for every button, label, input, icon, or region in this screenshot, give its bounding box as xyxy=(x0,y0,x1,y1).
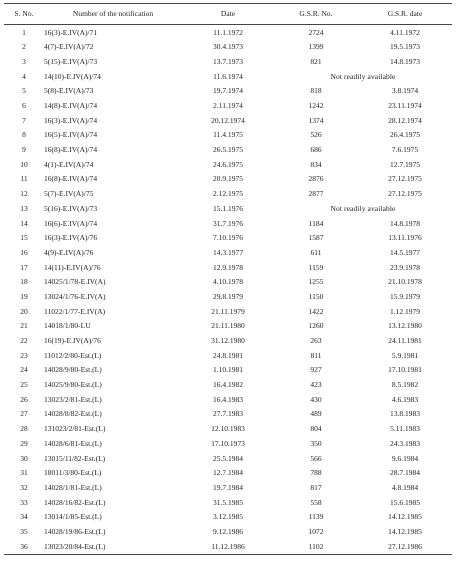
cell-notification: 5(7)-E.IV(A)/75 xyxy=(44,189,94,199)
cell-gsr-date: 4.11.1972 xyxy=(390,27,420,37)
cell-notification: 16(3)-E.IV(A)/74 xyxy=(44,115,98,125)
cell-date: 29.8.1979 xyxy=(213,291,243,301)
cell-date: 16.4.1983 xyxy=(213,394,243,404)
cell-sno: 29 xyxy=(20,438,28,448)
cell-gsr-no: 1159 xyxy=(308,262,324,272)
cell-date: 30.4.1973 xyxy=(213,42,243,52)
cell-gsr-no: 1072 xyxy=(308,526,324,536)
cell-notification: 131023/2/81-Est.(L) xyxy=(44,424,106,434)
cell-date: 14.3.1977 xyxy=(213,247,243,257)
cell-date: 31.7.1976 xyxy=(213,218,243,228)
cell-gsr-no: 927 xyxy=(310,365,322,375)
table-row xyxy=(4,216,452,231)
cell-notification: 18011/3/80-Est.(L) xyxy=(44,468,102,478)
table-row xyxy=(4,84,452,99)
cell-gsr-no: 558 xyxy=(310,497,322,507)
table-row xyxy=(4,289,452,304)
cell-gsr-no: 1242 xyxy=(308,101,324,111)
cell-gsr-no: 1139 xyxy=(308,512,324,522)
cell-gsr-date: 1.12.1979 xyxy=(390,306,420,316)
cell-date: 11.4.1975 xyxy=(213,130,243,140)
cell-sno: 17 xyxy=(20,262,28,272)
cell-date: 24.8.1981 xyxy=(213,350,243,360)
cell-notification: 14(8)-E.IV(A)/74 xyxy=(44,101,98,111)
cell-gsr-date: 5.9.1981 xyxy=(391,350,419,360)
cell-sno: 33 xyxy=(20,497,28,507)
cell-date: 20.12.1974 xyxy=(211,115,245,125)
table-row xyxy=(4,201,452,216)
cell-sno: 12 xyxy=(20,189,28,199)
table-row xyxy=(4,392,452,407)
cell-gsr-no: 1150 xyxy=(308,291,324,301)
cell-gsr-no: 1587 xyxy=(308,233,324,243)
cell-date: 31.5.1985 xyxy=(213,497,243,507)
table-row xyxy=(4,495,452,510)
table-row xyxy=(4,422,452,437)
cell-sno: 34 xyxy=(20,512,28,522)
notifications-table xyxy=(4,3,452,555)
cell-notification: 16(19)-E.IV(A)/76 xyxy=(44,336,101,346)
cell-notification: 14(11)-E.IV(A)/76 xyxy=(44,262,101,272)
cell-date: 19.7.1974 xyxy=(213,86,243,96)
cell-date: 1.10.1981 xyxy=(213,365,243,375)
cell-sno: 10 xyxy=(20,159,28,169)
cell-gsr-no: 489 xyxy=(310,409,322,419)
cell-date: 17.10.1973 xyxy=(211,438,245,448)
table-row xyxy=(4,480,452,495)
cell-sno: 31 xyxy=(20,468,28,478)
header-row xyxy=(4,4,452,25)
cell-notification: 11022/1/77-E.IV(A) xyxy=(44,306,106,316)
cell-notification: 13023/20/84-Est.(L) xyxy=(44,541,106,551)
cell-date: 12.10.1983 xyxy=(211,424,245,434)
table-row xyxy=(4,466,452,481)
cell-gsr-no: 788 xyxy=(310,468,322,478)
cell-sno: 7 xyxy=(22,115,26,125)
cell-gsr-no: 804 xyxy=(310,424,322,434)
cell-sno: 5 xyxy=(22,86,26,96)
table-row xyxy=(4,539,452,554)
cell-sno: 18 xyxy=(20,277,28,287)
cell-not-available: Not readily available xyxy=(330,71,396,81)
cell-date: 24.6.1975 xyxy=(213,159,243,169)
table-row xyxy=(4,113,452,128)
cell-notification: 16(8)-E.IV(A)/74 xyxy=(44,174,98,184)
table-body xyxy=(4,25,452,555)
cell-gsr-date: 21.10.1978 xyxy=(388,277,422,287)
cell-gsr-date: 27.12.1986 xyxy=(388,541,422,551)
header-gsr-date: G.S.R. date xyxy=(387,9,423,19)
cell-date: 21.11.1979 xyxy=(211,306,245,316)
table-row xyxy=(4,40,452,55)
cell-notification: 4(7)-E.IV(A)/72 xyxy=(44,42,94,52)
cell-sno: 15 xyxy=(20,233,28,243)
cell-gsr-date: 8.5.1982 xyxy=(391,380,419,390)
cell-date: 13.7.1973 xyxy=(213,56,243,66)
cell-gsr-no: 430 xyxy=(310,394,322,404)
cell-gsr-date: 19.5.1973 xyxy=(390,42,420,52)
cell-gsr-no: 821 xyxy=(310,56,322,66)
cell-gsr-date: 28.12.1974 xyxy=(388,115,422,125)
table-row xyxy=(4,407,452,422)
cell-gsr-date: 23.11.1974 xyxy=(388,101,422,111)
cell-gsr-date: 24.3.1983 xyxy=(390,438,420,448)
cell-date: 11.12.1986 xyxy=(211,541,245,551)
cell-gsr-date: 5.11.1983 xyxy=(390,424,420,434)
cell-gsr-no: 1260 xyxy=(308,321,324,331)
cell-sno: 27 xyxy=(20,409,28,419)
cell-gsr-date: 3.8.1974 xyxy=(391,86,419,96)
cell-gsr-date: 27.12.1975 xyxy=(388,174,422,184)
cell-gsr-date: 27.12.1975 xyxy=(388,189,422,199)
cell-notification: 16(8)-E.IV(A)/74 xyxy=(44,145,98,155)
cell-gsr-no: 811 xyxy=(310,350,322,360)
table-row xyxy=(4,260,452,275)
cell-gsr-date: 14.8.1973 xyxy=(390,56,420,66)
cell-sno: 22 xyxy=(20,336,28,346)
cell-date: 12.7.1984 xyxy=(213,468,243,478)
header-sno: S. No. xyxy=(14,9,34,19)
cell-notification: 14018/1/80-LU xyxy=(44,321,91,331)
cell-gsr-date: 14.5.1977 xyxy=(390,247,420,257)
cell-notification: 16(3)-E.IV(A)/71 xyxy=(44,27,98,37)
cell-notification: 14028/8/82-Est.(L) xyxy=(44,409,102,419)
cell-notification: 16(3)-E.IV(A)/76 xyxy=(44,233,98,243)
cell-sno: 25 xyxy=(20,380,28,390)
header-notification: Number of the notification xyxy=(72,9,154,19)
table-row xyxy=(4,98,452,113)
cell-gsr-no: 1374 xyxy=(308,115,324,125)
cell-date: 11.6.1974 xyxy=(213,71,243,81)
table-row xyxy=(4,319,452,334)
table-row xyxy=(4,451,452,466)
cell-sno: 6 xyxy=(22,101,26,111)
cell-sno: 2 xyxy=(22,42,26,52)
cell-date: 4.10.1978 xyxy=(213,277,243,287)
table-row xyxy=(4,54,452,69)
cell-date: 3.12.1985 xyxy=(213,512,243,522)
cell-notification: 13014/1/85-Est.(L) xyxy=(44,512,102,522)
cell-gsr-no: 423 xyxy=(310,380,322,390)
cell-gsr-no: 1422 xyxy=(308,306,324,316)
cell-notification: 13015/11/82-Est.(L) xyxy=(44,453,106,463)
cell-gsr-date: 17.10.1981 xyxy=(388,365,422,375)
cell-notification: 5(16)-E.IV(A)/73 xyxy=(44,203,98,213)
cell-sno: 9 xyxy=(22,145,26,155)
cell-date: 21.11.1980 xyxy=(211,321,245,331)
cell-notification: 16(5)-E.IV(A)/74 xyxy=(44,130,98,140)
cell-gsr-date: 13.8.1983 xyxy=(390,409,420,419)
cell-gsr-date: 24.11.1981 xyxy=(388,336,422,346)
cell-notification: 11012/2/80-Est.(L) xyxy=(44,350,102,360)
cell-sno: 20 xyxy=(20,306,28,316)
table-row xyxy=(4,333,452,348)
table-row xyxy=(4,524,452,539)
table-row xyxy=(4,304,452,319)
header-date: Date xyxy=(220,9,236,19)
cell-gsr-no: 611 xyxy=(310,247,322,257)
table-row xyxy=(4,187,452,202)
cell-notification: 14028/1/81-Est.(L) xyxy=(44,482,102,492)
cell-date: 25.5.1984 xyxy=(213,453,243,463)
cell-gsr-date: 26.4.1975 xyxy=(390,130,420,140)
cell-gsr-no: 566 xyxy=(310,453,322,463)
table-row xyxy=(4,378,452,393)
cell-gsr-no: 834 xyxy=(310,159,322,169)
table-row xyxy=(4,231,452,246)
cell-notification: 14028/19/86-Est.(L) xyxy=(44,526,106,536)
cell-notification: 14028/6/81-Est.(L) xyxy=(44,438,102,448)
cell-date: 27.7.1983 xyxy=(213,409,243,419)
cell-gsr-date: 15.6.1985 xyxy=(390,497,420,507)
cell-sno: 21 xyxy=(20,321,28,331)
cell-notification: 14(10)-E.IV(A)/74 xyxy=(44,71,101,81)
cell-gsr-no: 1399 xyxy=(308,42,324,52)
cell-sno: 36 xyxy=(20,541,28,551)
cell-gsr-no: 686 xyxy=(310,145,322,155)
cell-date: 9.12.1986 xyxy=(213,526,243,536)
cell-sno: 1 xyxy=(22,27,26,37)
cell-notification: 4(9)-E.IV(A)/76 xyxy=(44,247,94,257)
cell-gsr-date: 15.9.1979 xyxy=(390,291,420,301)
cell-sno: 14 xyxy=(20,218,28,228)
cell-not-available: Not readily available xyxy=(330,203,396,213)
cell-gsr-no: 350 xyxy=(310,438,322,448)
cell-gsr-no: 1184 xyxy=(308,218,324,228)
table-row xyxy=(4,363,452,378)
cell-gsr-date: 7.6.1975 xyxy=(391,145,419,155)
cell-sno: 3 xyxy=(22,56,26,66)
cell-gsr-date: 4.6.1983 xyxy=(391,394,419,404)
cell-gsr-no: 1255 xyxy=(308,277,324,287)
cell-date: 7.10.1976 xyxy=(213,233,243,243)
cell-gsr-no: 818 xyxy=(310,86,322,96)
cell-date: 16.4.1982 xyxy=(213,380,243,390)
cell-gsr-no: 2877 xyxy=(308,189,324,199)
table-row xyxy=(4,436,452,451)
cell-gsr-no: 2724 xyxy=(308,27,324,37)
cell-sno: 19 xyxy=(20,291,28,301)
table-row xyxy=(4,128,452,143)
table-row xyxy=(4,510,452,525)
cell-date: 31.12.1980 xyxy=(211,336,245,346)
cell-notification: 5(8)-E.IV(A)/73 xyxy=(44,86,94,96)
header-gsr-no: G.S.R. No. xyxy=(299,9,333,19)
cell-sno: 32 xyxy=(20,482,28,492)
cell-date: 2.11.1974 xyxy=(213,101,243,111)
cell-notification: 14028/9/80-Est.(L) xyxy=(44,365,102,375)
cell-notification: 14025/9/80-Est.(L) xyxy=(44,380,102,390)
cell-sno: 4 xyxy=(22,71,26,81)
cell-gsr-date: 13.11.1976 xyxy=(388,233,422,243)
cell-date: 2.12.1975 xyxy=(213,189,243,199)
cell-sno: 23 xyxy=(20,350,28,360)
table-row xyxy=(4,25,452,40)
cell-notification: 13024/1/76-E.IV(A) xyxy=(44,291,106,301)
table-row xyxy=(4,172,452,187)
table-row xyxy=(4,245,452,260)
cell-notification: 14025/1/78-E.IV(A) xyxy=(44,277,106,287)
table-header xyxy=(4,4,452,25)
cell-date: 26.5.1975 xyxy=(213,145,243,155)
cell-gsr-no: 817 xyxy=(310,482,322,492)
cell-sno: 26 xyxy=(20,394,28,404)
table-row xyxy=(4,348,452,363)
cell-sno: 16 xyxy=(20,247,28,257)
cell-notification: 14028/16/82-Est.(L) xyxy=(44,497,106,507)
cell-sno: 28 xyxy=(20,424,28,434)
cell-gsr-date: 4.8.1984 xyxy=(391,482,419,492)
cell-gsr-no: 1102 xyxy=(308,541,324,551)
cell-sno: 30 xyxy=(20,453,28,463)
cell-gsr-no: 2876 xyxy=(308,174,324,184)
cell-date: 19.7.1984 xyxy=(213,482,243,492)
cell-notification: 16(6)-E.IV(A)/74 xyxy=(44,218,98,228)
cell-gsr-date: 14.12.1985 xyxy=(388,526,422,536)
cell-sno: 24 xyxy=(20,365,28,375)
cell-date: 11.1.1972 xyxy=(213,27,243,37)
cell-gsr-date: 9.6.1984 xyxy=(391,453,419,463)
cell-gsr-date: 14.8.1978 xyxy=(390,218,420,228)
cell-notification: 5(15)-E.IV(A)/73 xyxy=(44,56,98,66)
cell-sno: 11 xyxy=(20,174,28,184)
table-row xyxy=(4,69,452,84)
cell-gsr-date: 14.12.1985 xyxy=(388,512,422,522)
cell-sno: 8 xyxy=(22,130,26,140)
cell-gsr-date: 28.7.1984 xyxy=(390,468,420,478)
cell-date: 20.9.1975 xyxy=(213,174,243,184)
table-row xyxy=(4,157,452,172)
cell-gsr-no: 526 xyxy=(310,130,322,140)
table-row xyxy=(4,143,452,158)
cell-sno: 35 xyxy=(20,526,28,536)
cell-sno: 13 xyxy=(20,203,28,213)
cell-date: 15.1.1976 xyxy=(213,203,243,213)
cell-gsr-date: 13.12.1980 xyxy=(388,321,422,331)
cell-gsr-date: 23.9.1978 xyxy=(390,262,420,272)
cell-date: 12.9.1978 xyxy=(213,262,243,272)
table-row xyxy=(4,275,452,290)
cell-gsr-no: 263 xyxy=(310,336,322,346)
cell-notification: 4(1)-E.IV(A)/74 xyxy=(44,159,94,169)
cell-gsr-date: 12.7.1975 xyxy=(390,159,420,169)
cell-notification: 13023/2/81-Est.(L) xyxy=(44,394,102,404)
